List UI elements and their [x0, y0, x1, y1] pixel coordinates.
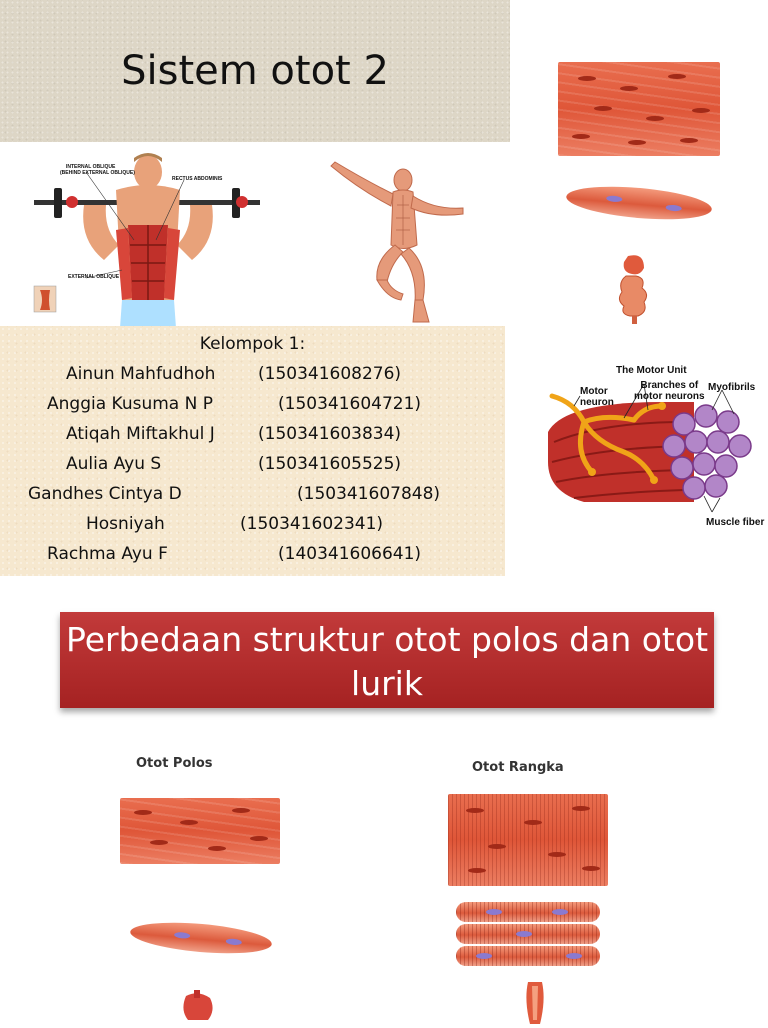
skeletal-muscle-fibers-image: [456, 900, 600, 970]
member-name: Aulia Ayu S: [66, 454, 162, 474]
smooth-muscle-fiber-image: [565, 182, 713, 225]
member-name: Gandhes Cintya D: [28, 484, 182, 504]
anatomical-figure-illustration: [305, 150, 485, 328]
label-branches: Branches of motor neurons: [634, 380, 705, 402]
label-internal-oblique: INTERNAL OBLIQUE: [66, 164, 116, 170]
member-name: Rachma Ayu F: [47, 544, 168, 564]
member-nim: (150341603834): [258, 424, 402, 444]
label-external-oblique: EXTERNAL OBLIQUE: [68, 274, 120, 280]
member-name: Anggia Kusuma N P: [47, 394, 213, 414]
label-motor-neuron: Motor neuron: [580, 386, 614, 408]
label-skeletal-muscle: Otot Rangka: [472, 760, 564, 775]
organ-image-left: [176, 990, 220, 1024]
smooth-muscle-fiber-image-2: [129, 918, 273, 958]
difference-title: Perbedaan struktur otot polos dan otot lurik: [65, 620, 709, 703]
digestive-organ-image: [614, 252, 654, 324]
cardiac-muscle-tissue-image: [558, 62, 720, 156]
slide-title: Sistem otot 2: [121, 48, 389, 94]
label-myofibrils: Myofibrils: [708, 382, 756, 393]
group-label: Kelompok 1:: [199, 334, 306, 354]
member-name: Atiqah Miftakhul J: [66, 424, 215, 444]
member-nim: (150341604721): [278, 394, 422, 414]
member-nim: (150341607848): [297, 484, 441, 504]
member-name: Ainun Mahfudhoh: [66, 364, 216, 384]
member-nim: (150341605525): [258, 454, 402, 474]
label-muscle-fiber: Muscle fiber: [706, 517, 765, 528]
label-rectus-abdominis: RECTUS ABDOMINIS: [172, 176, 223, 182]
abdominal-muscles-illustration: [24, 150, 270, 328]
member-nim: (150341602341): [240, 514, 384, 534]
member-nim: (150341608276): [258, 364, 402, 384]
member-name: Hosniyah: [86, 514, 165, 534]
member-nim: (140341606641): [278, 544, 422, 564]
skeletal-muscle-tissue-image: [448, 794, 608, 886]
label-internal-oblique-sub: (BEHIND EXTERNAL OBLIQUE): [60, 170, 135, 176]
organ-image-right: [520, 980, 550, 1024]
motor-unit-diagram: [544, 362, 768, 532]
motor-unit-title: The Motor Unit: [616, 365, 687, 376]
smooth-muscle-tissue-image: [120, 798, 280, 864]
label-smooth-muscle: Otot Polos: [136, 756, 213, 771]
